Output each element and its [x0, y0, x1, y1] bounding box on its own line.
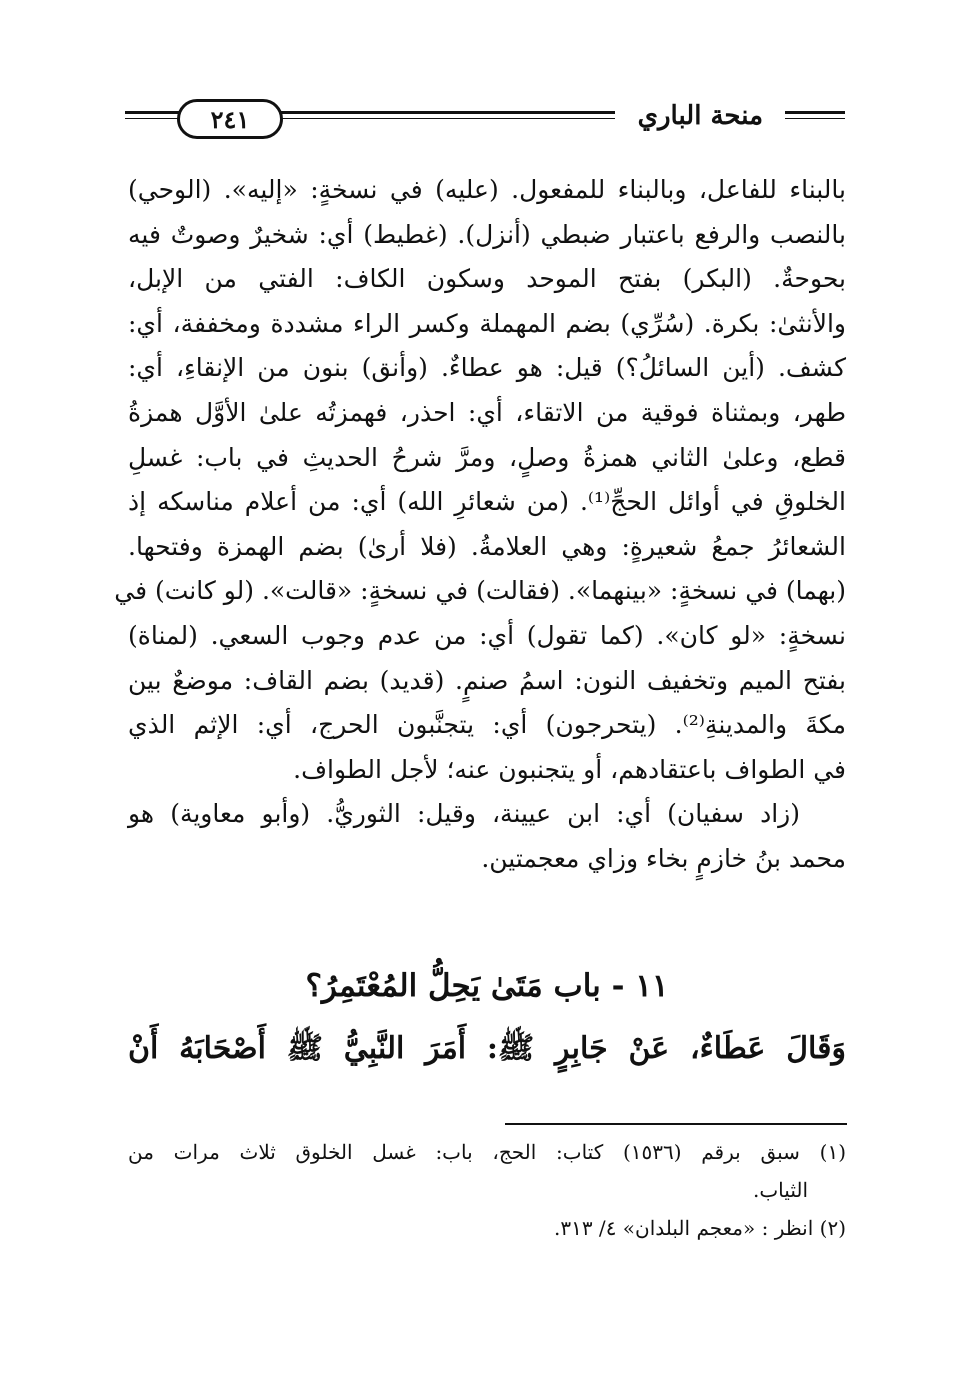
- text-line: الخلوقِ في أوائل الحجِّ⁽¹⁾. (من شعائرِ الله) أي: من أعلام مناسكه إذ: [128, 487, 846, 517]
- header-rule-left-top: [125, 111, 185, 114]
- text-line: الشعائرُ جمعُ شعيرةٍ: وهي العلامةُ. (فلا أرىٰ) بضم الهمزة وفتحها.: [128, 531, 846, 561]
- header-rule-left-bottom: [125, 118, 185, 119]
- footnote-line: الثياب.: [753, 1178, 808, 1202]
- text-line: بحوحةٌ. (البكر) بفتح الموحد وسكون الكاف: الفتي من الإبل،: [128, 264, 846, 294]
- footnotes: [128, 1133, 846, 1247]
- text-line: نسخةٍ: «لو كان». (كما تقول) أي: من عدم وجوب السعي. (لمناة): [128, 620, 846, 650]
- text-line: بفتح الميم وتخفيف النون: اسمُ صنمٍ. (قديد) بضم القاف: موضعٌ بين: [128, 665, 846, 695]
- commentary-text: [114, 168, 846, 882]
- text-line: بالنصب والرفع باعتبار ضبطي (أنزل). (غطيط) أي: شخيرٌ وصوتٌ فيه: [128, 219, 846, 249]
- text-line: محمد بنُ خازمٍ بخاء وزاي معجمتين.: [481, 843, 846, 873]
- footnote-separator: [505, 1123, 847, 1125]
- text-line: (زاد سفيان) أي: ابن عيينة، وقيل: الثوريُّ. (وأبو معاوية) هو: [128, 799, 800, 829]
- hadith-text: وَقَالَ عَطَاءٌ، عَنْ جَابِرٍ ﷺ: أَمَرَ النَّبِيُّ ﷺ أَصْحَابَهُ أَنْ: [128, 1031, 846, 1066]
- text-line: كشف. (أين السائلُ؟) قيل: هو عطاءٌ. (وأنق) بنون من الإنقاءِ، أي:: [128, 353, 846, 383]
- page-number: ٢٤١: [177, 99, 283, 139]
- header-rule-middle-bottom: [255, 118, 615, 119]
- header-rule-middle-top: [255, 111, 615, 114]
- header-rule-right-bottom: [785, 118, 845, 119]
- chapter-heading: ١١ - باب مَتَىٰ يَحِلُّ المُعْتَمِرُ؟: [305, 968, 669, 1004]
- text-line: في الطواف باعتقادهم، أو يتجنبون عنه؛ لأجل الطواف.: [293, 754, 846, 784]
- text-line: قطع، وعلىٰ الثاني همزةُ وصلٍ، ومرَّ شرحُ الحديثِ في باب: غسلِ: [128, 442, 846, 472]
- text-line: (بهما) في نسخةٍ: «بينهما». (فقالت) في نسخةٍ: «قالت». (لو كانت) في: [114, 576, 846, 606]
- text-line: طهر، وبمثناة فوقية من الاتقاء، أي: احذر، فهمزتُه علىٰ الأوَّل همزةُ: [128, 397, 846, 427]
- page-header: [125, 95, 845, 145]
- text-line: بالبناء للفاعل، وبالبناء للمفعول. (عليه) في نسخةٍ: «إليه». (الوحي): [128, 175, 846, 204]
- text-line: مكةَ والمدينةِ⁽²⁾. (يتحرجون) أي: يتجنَّبون الحرج، أي: الإثم الذي: [128, 710, 846, 740]
- text-line: والأنثىٰ: بكرة. (سُرِّي) بضم المهملة وكسر الراء مشددة ومخففة، أي:: [128, 308, 846, 338]
- header-rule-right-top: [785, 111, 845, 114]
- footnote-line: (٢) انظر : «معجم البلدان» ٤/ ٣١٣.: [553, 1216, 846, 1240]
- footnote-1: [128, 1133, 846, 1209]
- footnote-line: (١) سبق برقم (١٥٣٦) كتاب: الحج، باب: غسل الخلوق ثلاث مرات من: [128, 1140, 846, 1164]
- footnote-2: [128, 1209, 846, 1247]
- running-title: منحة الباري: [637, 101, 763, 131]
